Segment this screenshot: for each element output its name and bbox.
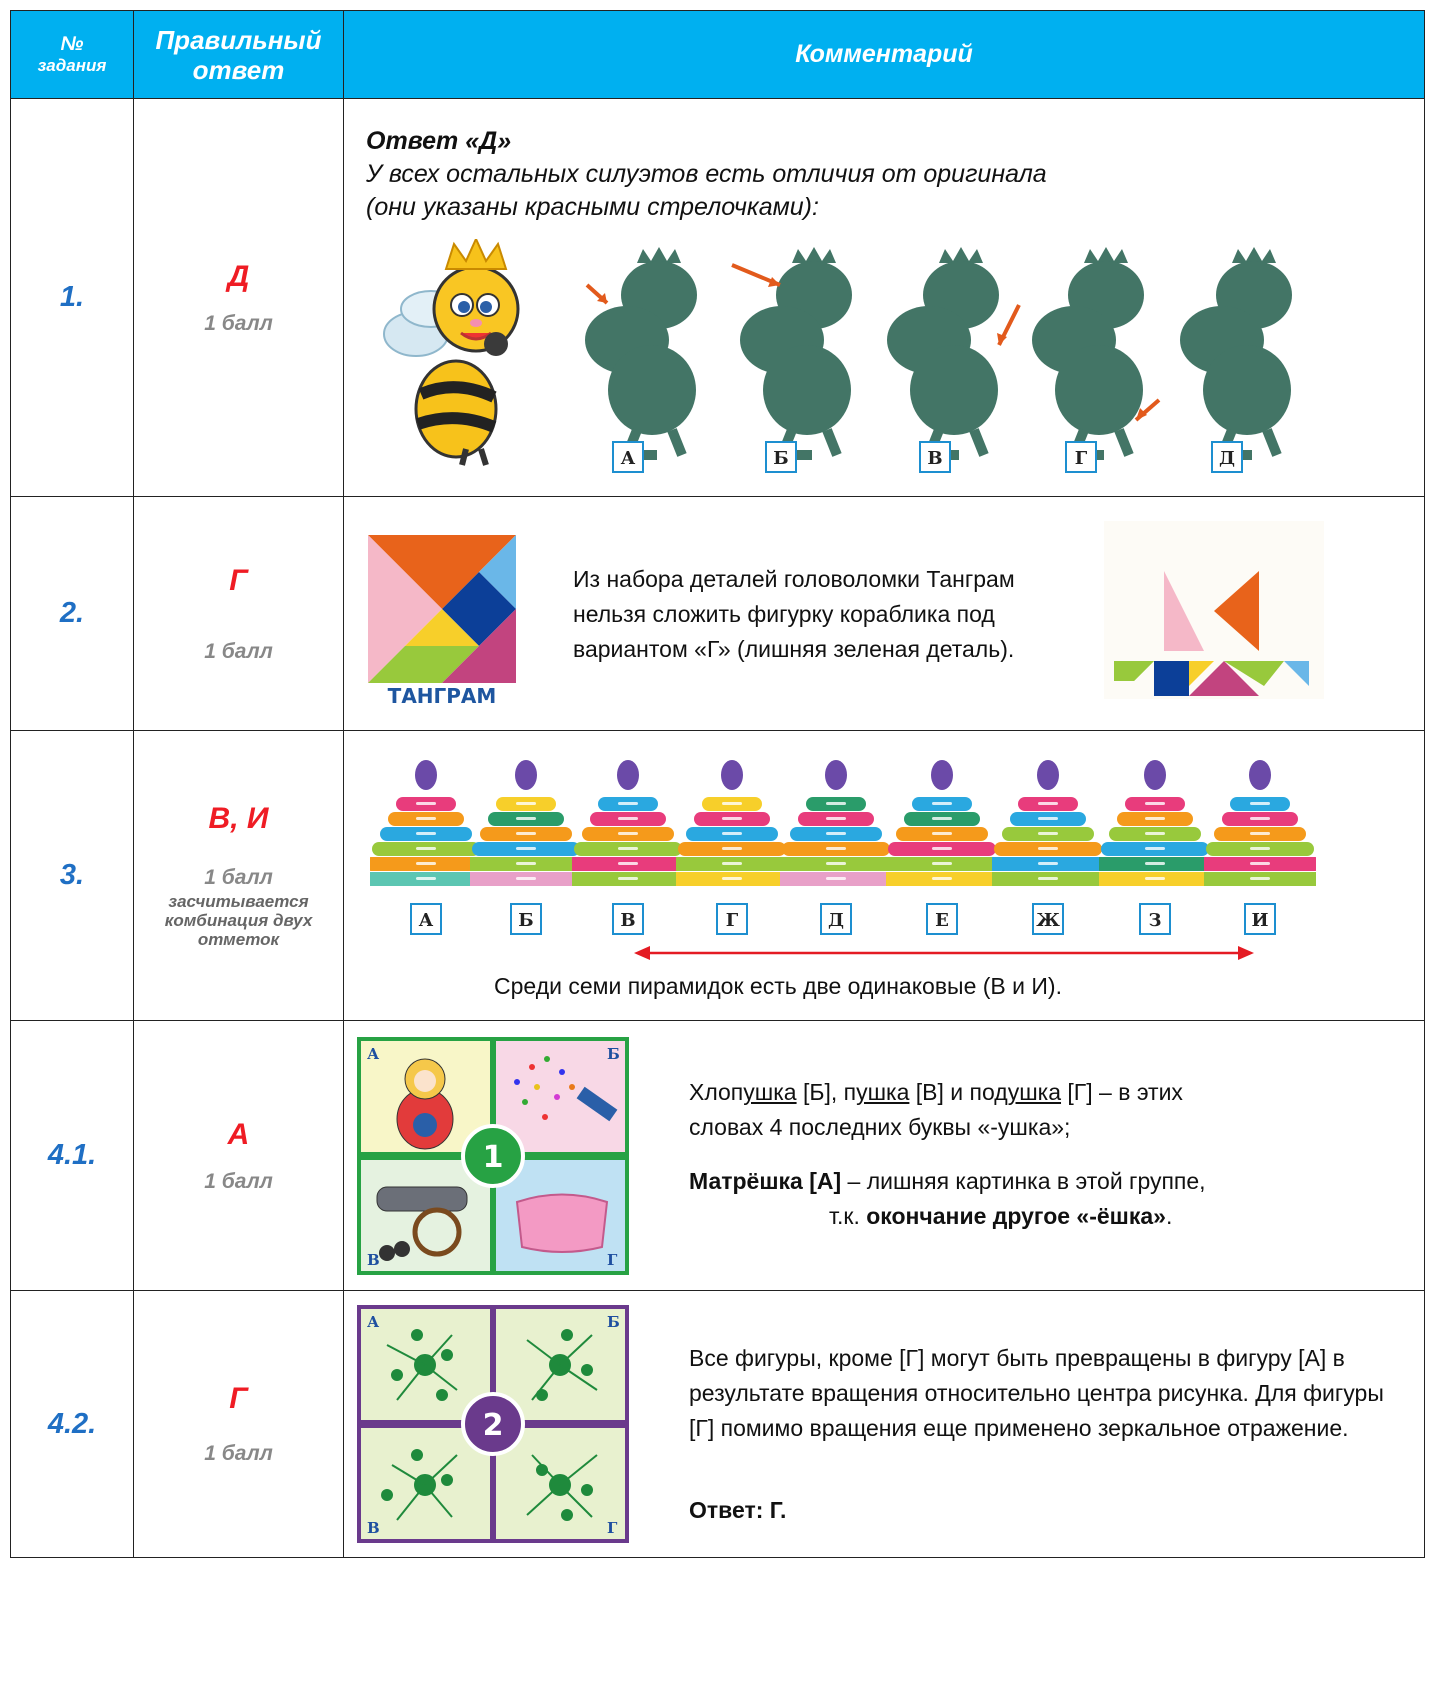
row-2 [11,497,1425,731]
pyramid-label: Ж [1032,903,1064,935]
ring-highlight [1250,862,1270,865]
ring-highlight [722,847,742,850]
comment-cell [344,99,1425,497]
ring-highlight [826,802,846,805]
row-3 [11,731,1425,1021]
ring-highlight [1038,862,1058,865]
ring-highlight [1038,832,1058,835]
ring-highlight [1038,847,1058,850]
silhouette-d [1014,245,1179,460]
header-number [11,11,134,99]
comment-cell [344,1291,1425,1558]
header-row [11,11,1425,99]
ring-highlight [1250,877,1270,880]
pyramid-label: Б [510,903,542,935]
ring-highlight [618,847,638,850]
comment-cell [344,731,1425,1021]
comment-line: (они указаны красными стрелочками): [366,193,819,221]
answer-letter: Г [229,1382,248,1415]
ring-highlight [1250,847,1270,850]
answer-letter: Г [229,563,248,597]
ring-highlight [932,817,952,820]
pyramid-toy [886,759,998,889]
task-number: 3. [11,731,134,1021]
ring-highlight [722,832,742,835]
ring-highlight [722,862,742,865]
ring-highlight [932,847,952,850]
ring-highlight [416,862,436,865]
picture-label-d: Г [607,1519,618,1537]
points: 1 балл [204,866,273,889]
pyramid-label: Г [716,903,748,935]
pyramid-label: И [1244,903,1276,935]
comment-cell [344,1021,1425,1291]
comment-answer: Ответ: Г. [689,1497,787,1523]
silhouette-e [1162,245,1327,460]
ring-highlight [618,877,638,880]
pyramid-toy [676,759,788,889]
pyramid-toy [992,759,1104,889]
ring-highlight [1145,862,1165,865]
ring-highlight [516,862,536,865]
ring-highlight [1250,802,1270,805]
picture-label-b: Б [607,1313,620,1331]
comment-line: У всех остальных силуэтов есть отличия от оригинала [366,160,1047,188]
ring-highlight [618,817,638,820]
tangram-logo-image [362,529,522,707]
text-frag: – лишняя картинка в этой группе, [841,1168,1206,1194]
comment-cell [344,497,1425,731]
ring-highlight [932,862,952,865]
comment-text: Среди семи пирамидок есть две одинаковые (В и И). [494,973,1062,999]
ring-highlight [722,817,742,820]
tangram-boat-image [1104,521,1324,699]
pyramid-cap [1249,760,1271,790]
ring-highlight [1250,832,1270,835]
picture-label-a: А [367,1313,380,1331]
points: 1 балл [204,311,273,335]
arrow-line [634,943,1254,963]
silhouette-a [567,245,732,460]
comment-text [366,125,1047,224]
pyramid-label: Е [926,903,958,935]
ring-highlight [1038,877,1058,880]
points: 1 балл [204,1442,273,1465]
header-comment: Комментарий [344,11,1425,99]
pyramid-label: А [410,903,442,935]
ring-highlight [516,802,536,805]
task-number: 4.1. [11,1021,134,1291]
label-e: Д [1211,441,1243,473]
pyramid-label: Д [820,903,852,935]
ring-highlight [722,877,742,880]
answer-cell [134,731,344,1021]
picture-label-b: Б [607,1045,620,1063]
pyramid-cap [931,760,953,790]
answer-letter: В, И [208,802,269,835]
header-number-sub: задания [37,55,107,75]
silhouette-b [722,245,887,460]
answer-cell [134,1021,344,1291]
ring-highlight [1145,877,1165,880]
tangram-logo-text: ТАНГРАМ [387,684,497,707]
label-c: В [919,441,951,473]
answer-table [10,10,1425,1558]
comment-text: Все фигуры, кроме [Г] могут быть превращены в фигуру [А] в результате вращения относительно центра рисунка. Для фигуры [Г] помимо вращения еще применено зеркальное отражение. [689,1345,1384,1441]
ring-highlight [932,802,952,805]
ring-highlight [826,862,846,865]
text-line: словах 4 последних буквы «-ушка»; [689,1114,1071,1140]
pyramid-cap [825,760,847,790]
ring-highlight [826,877,846,880]
group-badge: 1 [482,1140,504,1175]
ring-highlight [416,802,436,805]
picture-label-c: В [367,1519,380,1537]
text-frag: т.к. [829,1203,867,1229]
ring-highlight [1145,847,1165,850]
pyramid-cap [515,760,537,790]
pyramid-toy [470,759,582,889]
ring-highlight [932,877,952,880]
text-frag: Хлоп [689,1079,744,1105]
ring-highlight [516,817,536,820]
text-frag: [Г] – в этих [1061,1079,1183,1105]
answer-table-page [10,10,1424,1558]
task-number: 1. [11,99,134,497]
pyramid-toy [780,759,892,889]
ring-highlight [826,847,846,850]
ring-highlight [1145,802,1165,805]
ring-highlight [826,832,846,835]
picture-label-a: А [367,1045,380,1063]
text-underlined: ушка [856,1079,910,1105]
row-4-2 [11,1291,1425,1558]
text-underlined: ушка [743,1079,797,1105]
text-underlined: ушка [1007,1079,1062,1105]
row-4-1 [11,1021,1425,1291]
picture-label-c: В [367,1251,380,1269]
row-1 [11,99,1425,497]
ring-highlight [1145,817,1165,820]
answer-cell [134,497,344,731]
answer-cell [134,99,344,497]
pyramid-toy [1204,759,1316,889]
points: 1 балл [204,639,273,663]
points-note: засчитывается комбинация двух отметок [164,892,313,949]
answer-letter: Д [227,259,250,293]
picture-group-2-image [357,1305,629,1543]
pyramid-cap [721,760,743,790]
ring-highlight [416,817,436,820]
ring-highlight [516,877,536,880]
pyramid-cap [1144,760,1166,790]
pyramid-toy [572,759,684,889]
ring-highlight [416,847,436,850]
header-answer: Правильный ответ [134,11,344,99]
label-d: Г [1065,441,1097,473]
pyramid-cap [415,760,437,790]
ring-highlight [618,832,638,835]
text-bold: Матрёшка [А] [689,1168,842,1194]
comment-text [689,1164,1409,1234]
pyramid-toy [370,759,482,889]
text-frag: [В] и под [909,1079,1008,1105]
answer-letter: А [227,1117,250,1151]
pyramid-label: В [612,903,644,935]
ring-highlight [932,832,952,835]
task-number: 2. [11,497,134,731]
comment-text [689,1075,1409,1145]
pyramid-label: З [1139,903,1171,935]
ring-highlight [1038,802,1058,805]
picture-group-1-image [357,1037,629,1275]
bee-queen-image [376,239,561,469]
ring-highlight [618,862,638,865]
text-bold: окончание другое «-ёшка» [866,1203,1166,1229]
pyramid-cap [617,760,639,790]
comment-text: Из набора деталей головоломки Танграм нельзя сложить фигурку кораблика под вариантом «Г» (лишняя зеленая деталь). [573,566,1015,662]
header-number-symbol: № [60,32,84,55]
text-frag: [Б], п [796,1079,857,1105]
ring-highlight [1038,817,1058,820]
points: 1 балл [204,1169,273,1193]
picture-label-d: Г [607,1251,618,1269]
group-badge: 2 [482,1408,504,1443]
silhouette-c [869,245,1034,460]
ring-highlight [416,832,436,835]
ring-highlight [416,877,436,880]
ring-highlight [1145,832,1165,835]
ring-highlight [618,802,638,805]
comment-title: Ответ «Д» [366,127,512,155]
ring-highlight [516,847,536,850]
answer-cell [134,1291,344,1558]
pyramid-cap [1037,760,1059,790]
ring-highlight [826,817,846,820]
ring-highlight [722,802,742,805]
task-number: 4.2. [11,1291,134,1558]
ring-highlight [1250,817,1270,820]
label-a: А [612,441,644,473]
label-b: Б [765,441,797,473]
pyramid-toy [1099,759,1211,889]
text-frag: . [1165,1203,1173,1229]
ring-highlight [516,832,536,835]
